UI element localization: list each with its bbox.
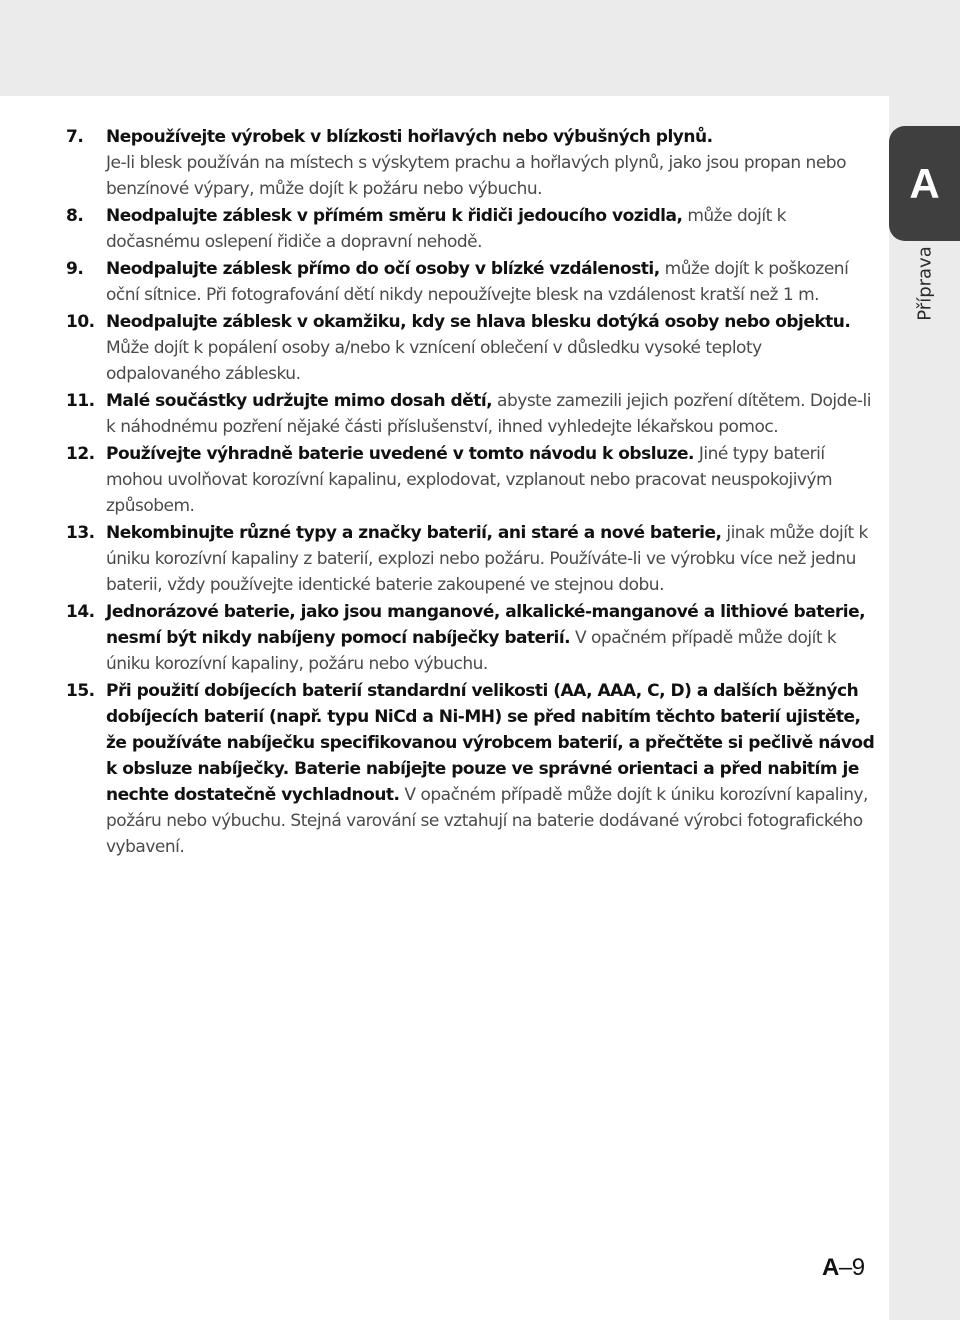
warnings-content xyxy=(66,124,878,860)
warning-item xyxy=(66,256,878,308)
warning-text: může dojít k poškození oční sítnice. Při fotografování dětí nikdy nepoužívejte blesk na vzdálenost kratší než 1 m. xyxy=(106,259,849,305)
warning-number: 8. xyxy=(66,206,84,226)
warning-text: V opačném případě může dojít k úniku korozívní kapaliny, požáru nebo výbuchu. Stejná varování se vztahují na baterie dodávané výrobci fotografického vybavení. xyxy=(106,785,868,857)
warning-text: Jiné typy baterií mohou uvolňovat korozívní kapalinu, explodovat, vzplanout nebo pracovat neuspokojivým způsobem. xyxy=(106,444,833,516)
warning-item xyxy=(66,599,878,677)
section-tab-label xyxy=(900,240,950,326)
warning-text: Je-li blesk používán na místech s výskytem prachu a hořlavých plynů, jako jsou propan nebo benzínové výpary, může dojít k požáru nebo výbuchu. xyxy=(106,153,846,199)
warning-item xyxy=(66,520,878,598)
warning-number: 7. xyxy=(66,127,84,147)
warning-text: Může dojít k popálení osoby a/nebo k vznícení oblečení v důsledku vysoké teploty odpalovaného záblesku. xyxy=(106,338,762,384)
page-number-prefix: A xyxy=(822,1254,839,1281)
warning-item xyxy=(66,124,878,202)
warning-number: 15. xyxy=(66,681,95,701)
warning-text: jinak může dojít k úniku korozívní kapaliny z baterií, explozi nebo požáru. Používáte-li ve výrobku více než jednu baterii, vždy používejte identické baterie zakoupené ve stejnou dobu. xyxy=(106,523,868,595)
warning-number: 9. xyxy=(66,259,84,279)
warning-number: 13. xyxy=(66,523,95,543)
warning-text: V opačném případě může dojít k úniku korozívní kapaliny, požáru nebo výbuchu. xyxy=(106,628,837,674)
warning-heading: Jednorázové baterie, jako jsou manganové, alkalické-manganové a lithiové baterie, nesmí být nikdy nabíjeny pomocí nabíječky baterií. xyxy=(106,602,866,648)
page-number-dash: – xyxy=(838,1254,852,1281)
warning-item xyxy=(66,678,878,860)
warning-item xyxy=(66,203,878,255)
warning-number: 14. xyxy=(66,602,95,622)
top-band xyxy=(0,0,960,96)
warning-item xyxy=(66,309,878,387)
section-tab-label-text: Příprava xyxy=(914,245,936,321)
warning-item xyxy=(66,388,878,440)
warning-text: abyste zamezili jejich pozření dítětem. Dojde-li k náhodnému pozření nějaké části příslušenství, ihned vyhledejte lékařskou pomoc. xyxy=(106,391,871,437)
warning-heading: Nepoužívejte výrobek v blízkosti hořlavých nebo výbušných plynů. xyxy=(106,127,713,147)
warning-number: 10. xyxy=(66,312,95,332)
page-number-value: 9 xyxy=(851,1254,865,1281)
warning-heading: Používejte výhradně baterie uvedené v tomto návodu k obsluze. xyxy=(106,444,695,464)
warning-heading: Malé součástky udržujte mimo dosah dětí, xyxy=(106,391,493,411)
warning-number: 12. xyxy=(66,444,95,464)
warning-text: může dojít k dočasnému oslepení řidiče a dopravní nehodě. xyxy=(106,206,787,252)
section-tab-letter: A xyxy=(889,126,960,241)
warning-item xyxy=(66,441,878,519)
page-number xyxy=(822,1254,865,1282)
warning-heading: Při použití dobíjecích baterií standardní velikosti (AA, AAA, C, D) a dalších běžných dobíjecích baterií (např. typu NiCd a Ni-MH) se před nabitím těchto baterií ujistěte, že používáte nabíječku specifikovanou výrobcem baterií, a přečtěte si pečlivě návod k obsluze nabíječky. Baterie nabíjejte pouze ve správné orientaci a před nabitím je nechte dostatečně vychladnout. xyxy=(106,681,875,805)
warning-number: 11. xyxy=(66,391,95,411)
warning-heading: Neodpalujte záblesk v přímém směru k řidiči jedoucího vozidla, xyxy=(106,206,683,226)
warning-heading: Neodpalujte záblesk v okamžiku, kdy se hlava blesku dotýká osoby nebo objektu. xyxy=(106,312,851,332)
warning-heading: Nekombinujte různé typy a značky baterií, ani staré a nové baterie, xyxy=(106,523,722,543)
warning-heading: Neodpalujte záblesk přímo do očí osoby v blízké vzdálenosti, xyxy=(106,259,660,279)
warning-list xyxy=(66,124,878,860)
